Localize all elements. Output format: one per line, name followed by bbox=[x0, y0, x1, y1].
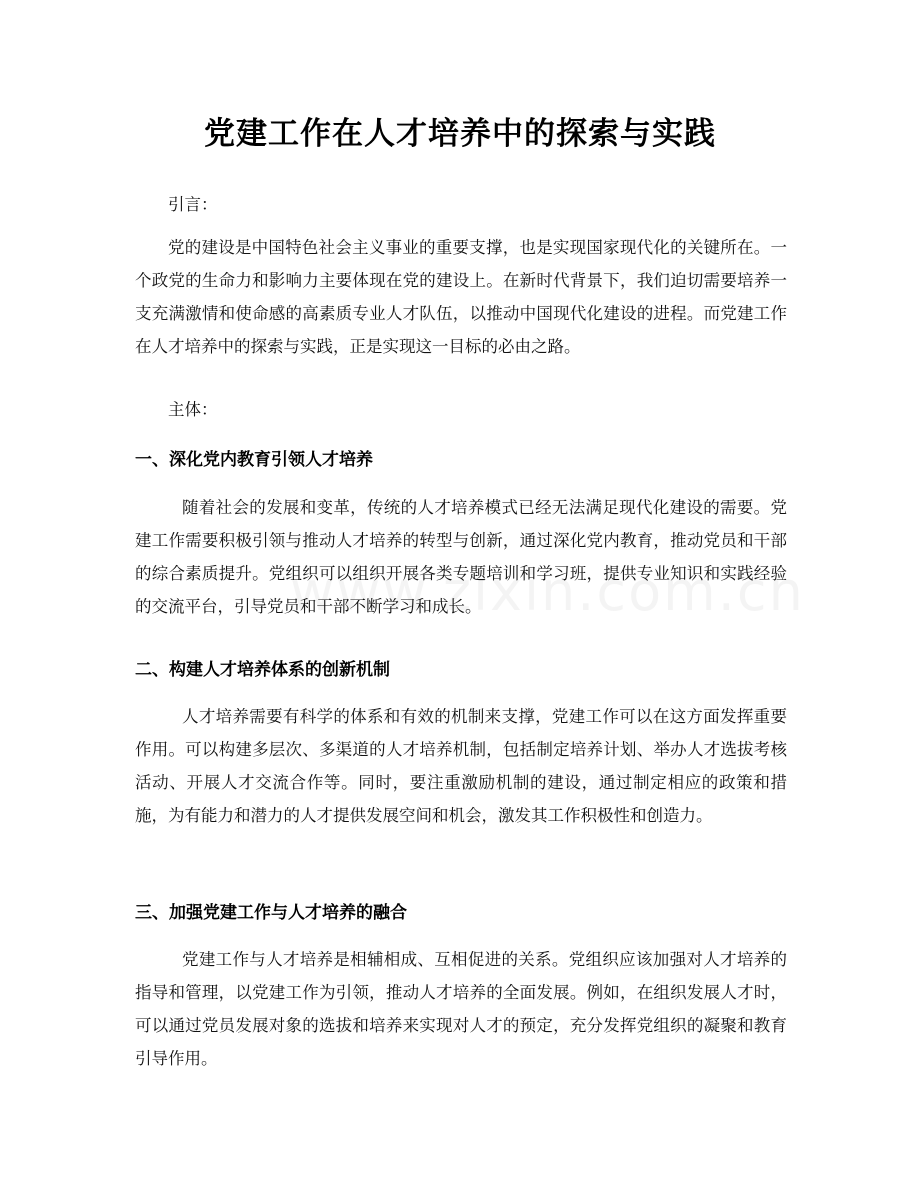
intro-paragraph: 党的建设是中国特色社会主义事业的重要支撑，也是实现国家现代化的关键所在。一个政党的生命力和影响力主要体现在党的建设上。在新时代背景下，我们迫切需要培养一支充满激情和使命感的高素质专业人才队伍，以推动中国现代化建设的进程。而党建工作在人才培养中的探索与实践，正是实现这一目标的必由之路。 bbox=[135, 238, 787, 356]
section-heading-3: 三、加强党建工作与人才培养的融合 bbox=[135, 903, 407, 923]
section-heading-1: 一、深化党内教育引领人才培养 bbox=[135, 450, 373, 470]
document-title: 党建工作在人才培养中的探索与实践 bbox=[204, 116, 716, 152]
section-paragraph-2: 人才培养需要有科学的体系和有效的机制来支撑，党建工作可以在这方面发挥重要作用。可以构建多层次、多渠道的人才培养机制，包括制定培养计划、举办人才选拔考核活动、开展人才交流合作等。同时，要注重激励机制的建设，通过制定相应的政策和措施，为有能力和潜力的人才提供发展空间和机会，激发其工作积极性和创造力。 bbox=[135, 707, 787, 825]
section-heading-2: 二、构建人才培养体系的创新机制 bbox=[135, 660, 390, 680]
section-paragraph-3: 党建工作与人才培养是相辅相成、互相促进的关系。党组织应该加强对人才培养的指导和管理，以党建工作为引领，推动人才培养的全面发展。例如，在组织发展人才时，可以通过党员发展对象的选拔和培养来实现对人才的预定，充分发挥党组织的凝聚和教育引导作用。 bbox=[135, 950, 787, 1068]
section-paragraph-1: 随着社会的发展和变革，传统的人才培养模式已经无法满足现代化建设的需要。党建工作需要积极引领与推动人才培养的转型与创新，通过深化党内教育，推动党员和干部的综合素质提升。党组织可以组织开展各类专题培训和学习班，提供专业知识和实践经验的交流平台，引导党员和干部不断学习和成长。 bbox=[135, 498, 787, 616]
intro-label: 引言： bbox=[168, 195, 218, 214]
body-label: 主体： bbox=[168, 400, 218, 419]
